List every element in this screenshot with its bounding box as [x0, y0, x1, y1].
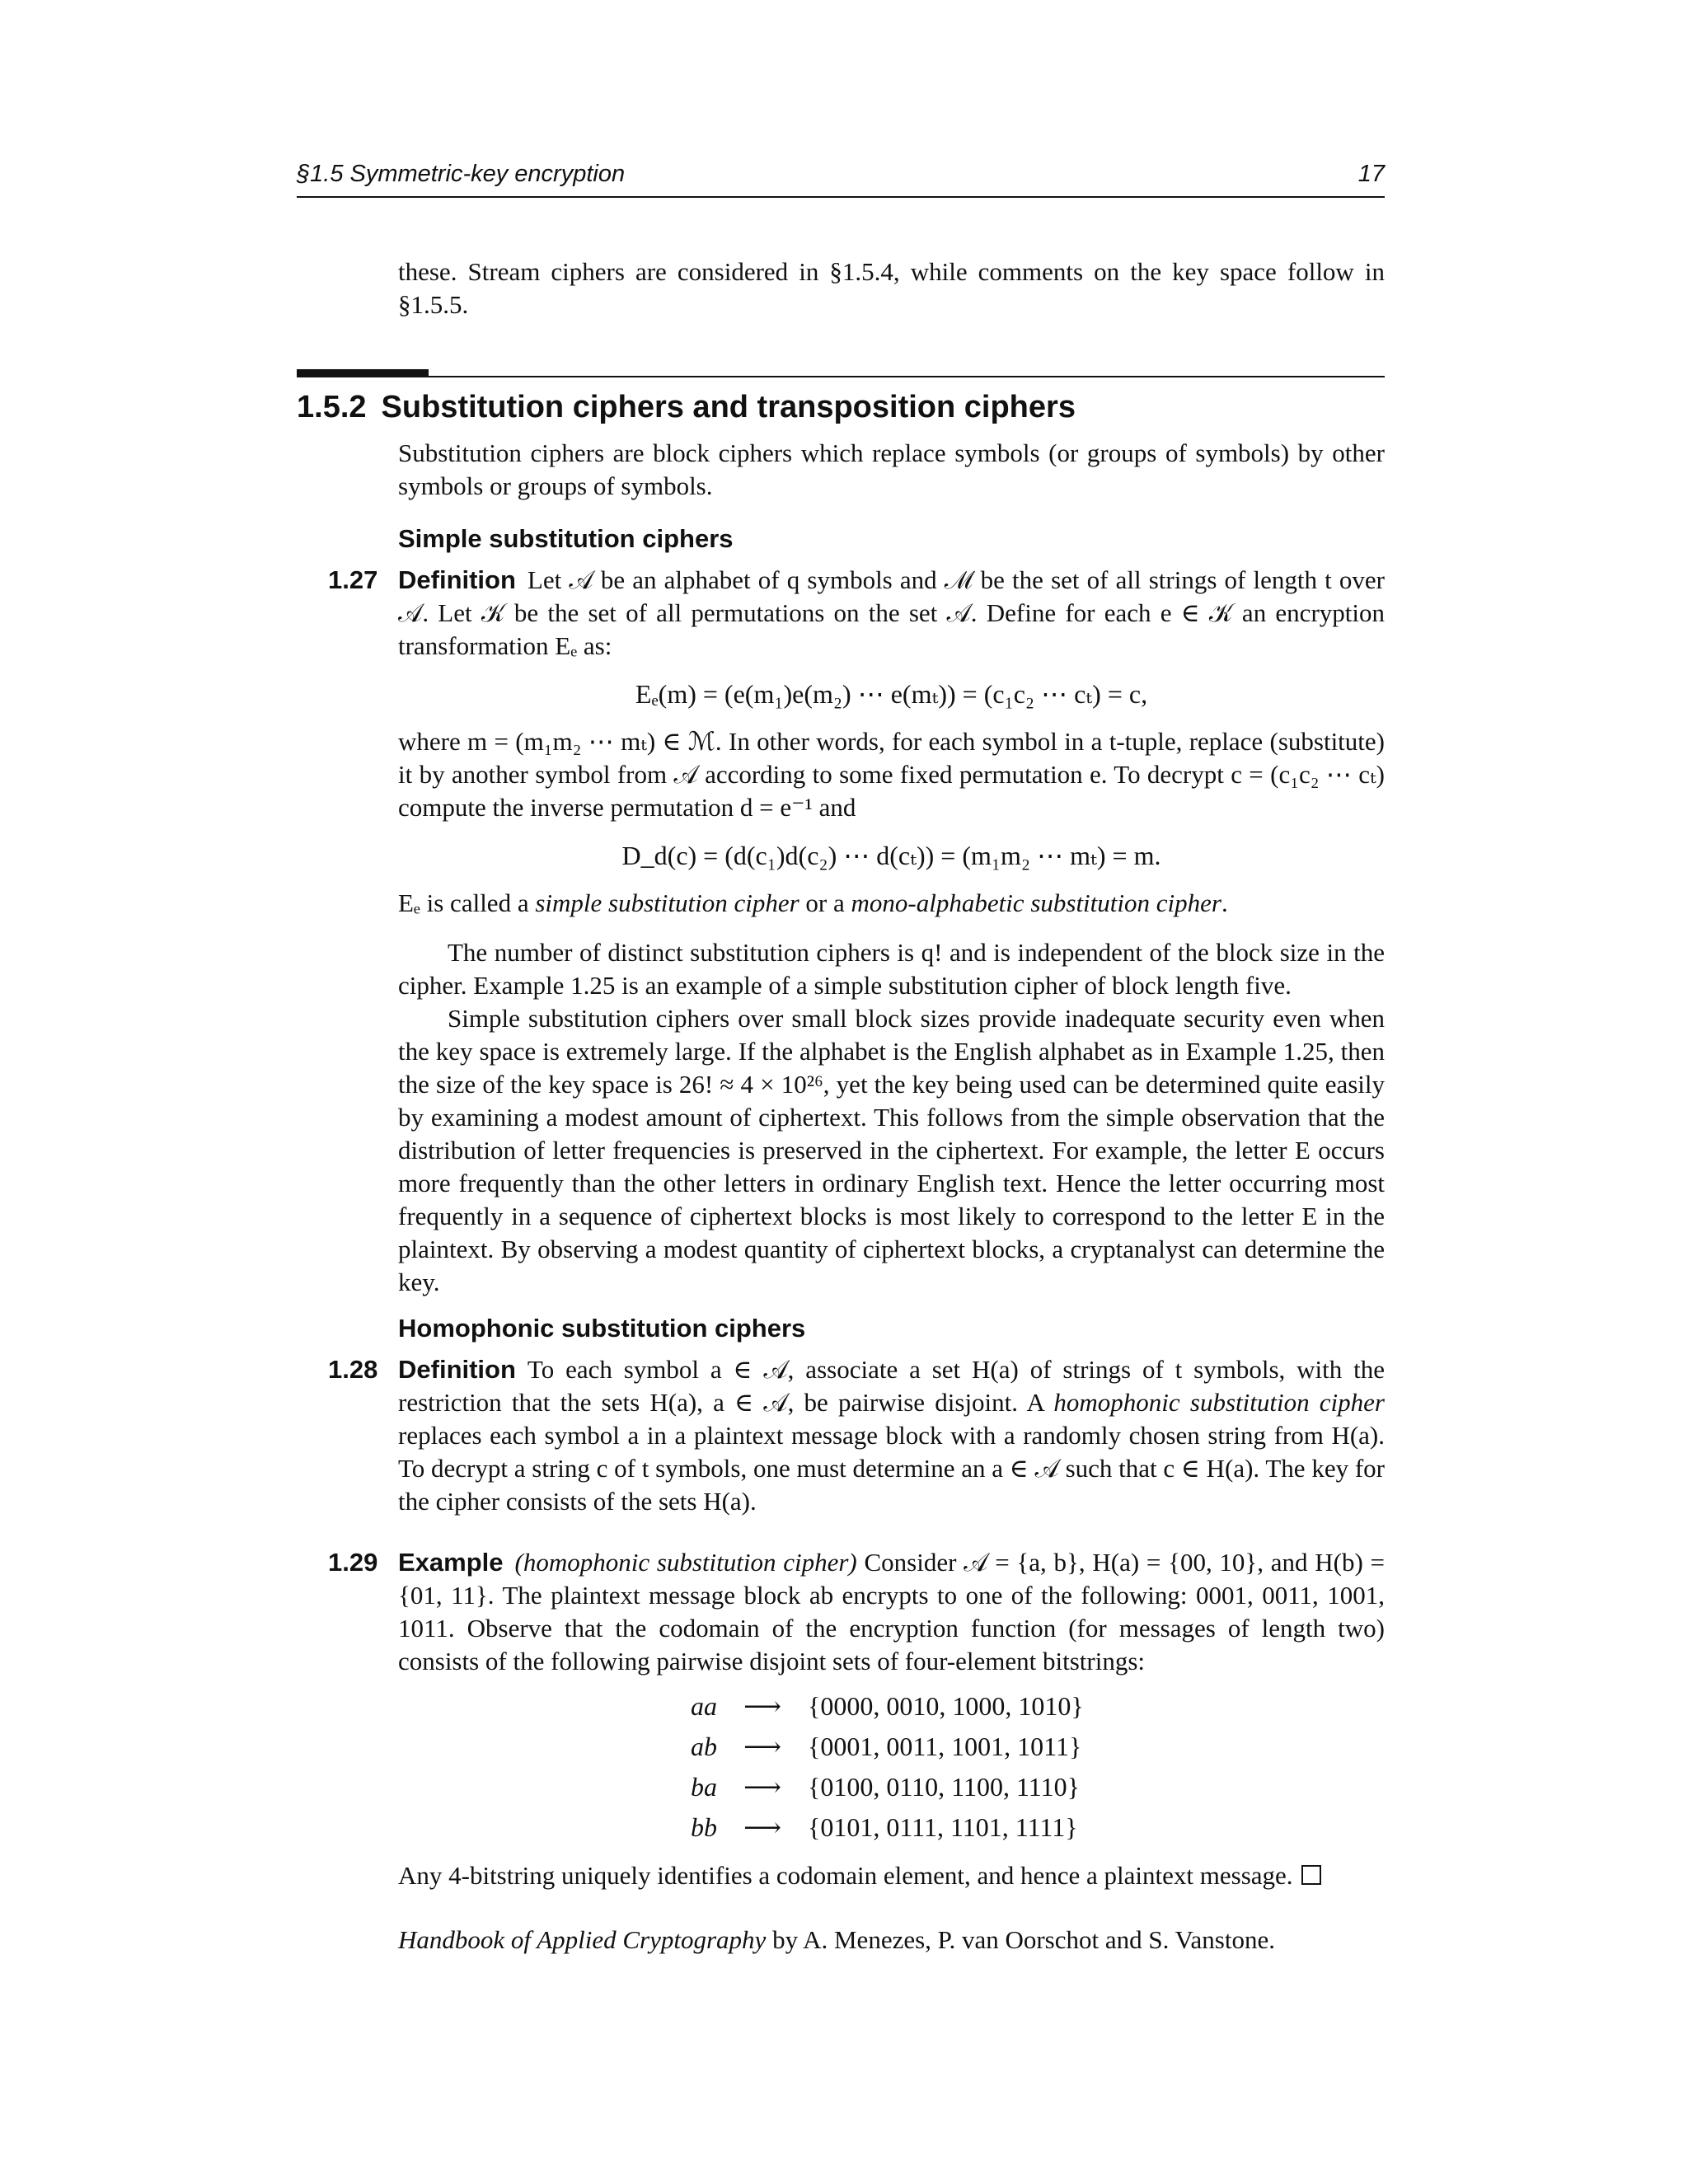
- example-conclusion-text: Any 4-bitstring uniquely identifies a codomain element, and hence a plaintext message.: [398, 1861, 1293, 1890]
- term-mono-alphabetic: mono-alphabetic substitution cipher: [851, 888, 1221, 917]
- arrow-icon: ⟶: [743, 1772, 781, 1802]
- example-129: [398, 1546, 1385, 1678]
- mapping-key: ab: [691, 1732, 717, 1761]
- definition-number-127: 1.27: [328, 565, 378, 594]
- mapping-key: ba: [691, 1772, 717, 1802]
- definition-127: [398, 564, 1385, 663]
- intro-text: these. Stream ciphers are considered in §1.5.4, while comments on the key space follow in §1.5.5.: [398, 257, 1385, 319]
- mapping-row: [676, 1686, 1084, 1727]
- subheading-simple: Simple substitution ciphers: [398, 524, 734, 553]
- section-number: 1.5.2: [297, 390, 367, 424]
- term-simple-substitution: simple substitution cipher: [535, 888, 799, 917]
- header-rule: [297, 196, 1385, 198]
- equation-decryption: D_d(c) = (d(c₁)d(c₂) ⋯ d(cₜ)) = (m₁m₂ ⋯ mₜ) = m.: [621, 841, 1161, 870]
- mapping-value: {0100, 0110, 1100, 1110}: [808, 1772, 1080, 1802]
- mapping-row: [676, 1807, 1084, 1848]
- definition-label: Definition: [398, 565, 516, 594]
- mapping-row: [676, 1767, 1084, 1807]
- example-paren: (homophonic substitution cipher): [514, 1548, 857, 1577]
- section-title: Substitution ciphers and transposition ciphers: [381, 390, 1076, 424]
- def-conclusion-mid: or a: [799, 888, 851, 917]
- codomain-mapping: [676, 1686, 1084, 1848]
- section-intro-text: Substitution ciphers are block ciphers which replace symbols (or groups of symbols) by other symbols or groups of symbols.: [398, 438, 1385, 500]
- mapping-value: {0000, 0010, 1000, 1010}: [808, 1691, 1084, 1721]
- body-paragraphs-simple: [398, 936, 1385, 1299]
- definition-128-text-b: replaces each symbol a in a plaintext message block with a randomly chosen string from H(a). To decrypt a string c of t symbols, one must determine an a ∈ 𝒜 such that c ∈ H(a). The key for the cipher consists of the sets H(a).: [398, 1421, 1385, 1516]
- definition-127-text: Let 𝒜 be an alphabet of q symbols and ℳ be the set of all strings of length t over 𝒜. Let 𝒦 be the set of all permutations on the set 𝒜. Define for each e ∈ 𝒦 an encryption transformation Eₑ as:: [398, 565, 1385, 660]
- running-head-section: §1.5 Symmetric-key encryption: [297, 161, 626, 187]
- definition-number-128: 1.28: [328, 1355, 378, 1384]
- paragraph-distinct-ciphers: The number of distinct substitution ciphers is q! and is independent of the block size in the cipher. Example 1.25 is an example of a simple substitution cipher of block length five.: [398, 938, 1385, 1000]
- page-number: 17: [1357, 161, 1385, 187]
- def-conclusion-prefix: Eₑ is called a: [398, 888, 536, 917]
- subheading-homophonic: Homophonic substitution ciphers: [398, 1314, 806, 1343]
- example-number-129: 1.29: [328, 1548, 378, 1577]
- book-footer: [398, 1924, 1385, 1957]
- mapping-key: bb: [691, 1812, 717, 1842]
- definition-label-128: Definition: [398, 1355, 516, 1384]
- arrow-icon: ⟶: [743, 1732, 781, 1761]
- book-authors: by A. Menezes, P. van Oorschot and S. Vanstone.: [766, 1925, 1275, 1954]
- mapping-row: [676, 1727, 1084, 1767]
- section-intro: [398, 437, 1385, 503]
- term-homophonic: homophonic substitution cipher: [1053, 1388, 1385, 1417]
- arrow-icon: ⟶: [743, 1691, 781, 1721]
- definition-128: [398, 1353, 1385, 1518]
- definition-127-continued: [398, 725, 1385, 824]
- example-label: Example: [398, 1548, 504, 1577]
- mapping-value: {0101, 0111, 1101, 1111}: [808, 1812, 1078, 1842]
- running-head: [297, 161, 1385, 188]
- definition-128-text-a: To each symbol a ∈ 𝒜, associate a set H(a) of strings of t symbols, with the restriction that the sets H(a), a ∈ 𝒜, be pairwise disjoint. A: [398, 1355, 1385, 1417]
- definition-127-conclusion: [398, 887, 1385, 920]
- mapping-value: {0001, 0011, 1001, 1011}: [808, 1732, 1082, 1761]
- mapping-key: aa: [691, 1691, 717, 1721]
- section-heading: [297, 387, 1076, 427]
- example-129-text: Consider 𝒜 = {a, b}, H(a) = {00, 10}, and H(b) = {01, 11}. The plaintext message block ab encrypts to one of the following: 0001, 0011, 1001, 1011. Observe that the codomain of the encryption function (for messages of length two) consists of the following pairwise disjoint sets of four-element bitstrings:: [398, 1548, 1386, 1675]
- def-conclusion-suffix: .: [1221, 888, 1228, 917]
- section-rule: [297, 376, 1385, 377]
- end-of-proof-icon: [1301, 1865, 1321, 1885]
- example-conclusion: [398, 1859, 1385, 1892]
- book-title: Handbook of Applied Cryptography: [398, 1925, 767, 1954]
- arrow-icon: ⟶: [743, 1812, 781, 1842]
- definition-127-text2: where m = (m₁m₂ ⋯ mₜ) ∈ ℳ. In other words, for each symbol in a t-tuple, replace (substitute) it by another symbol from 𝒜 according to some fixed permutation e. To decrypt c = (c₁c₂ ⋯ cₜ) compute the inverse permutation d = e⁻¹ and: [398, 727, 1385, 822]
- paragraph-inadequate-security: Simple substitution ciphers over small block sizes provide inadequate security even when the key space is extremely large. If the alphabet is the English alphabet as in Example 1.25, then the size of the key space is 26! ≈ 4 × 10²⁶, yet the key being used can be determined quite easily by examining a modest amount of ciphertext. This follows from the simple observation that the distribution of letter frequencies is preserved in the ciphertext. For example, the letter E occurs more frequently than the other letters in ordinary English text. Hence the letter occurring most frequently in a sequence of ciphertext blocks is most likely to correspond to the letter E in the plaintext. By observing a modest quantity of ciphertext blocks, a cryptanalyst can determine the key.: [398, 1004, 1385, 1296]
- equation-encryption: Eₑ(m) = (e(m₁)e(m₂) ⋯ e(mₜ)) = (c₁c₂ ⋯ cₜ) = c,: [635, 679, 1148, 709]
- intro-paragraph: [398, 255, 1385, 321]
